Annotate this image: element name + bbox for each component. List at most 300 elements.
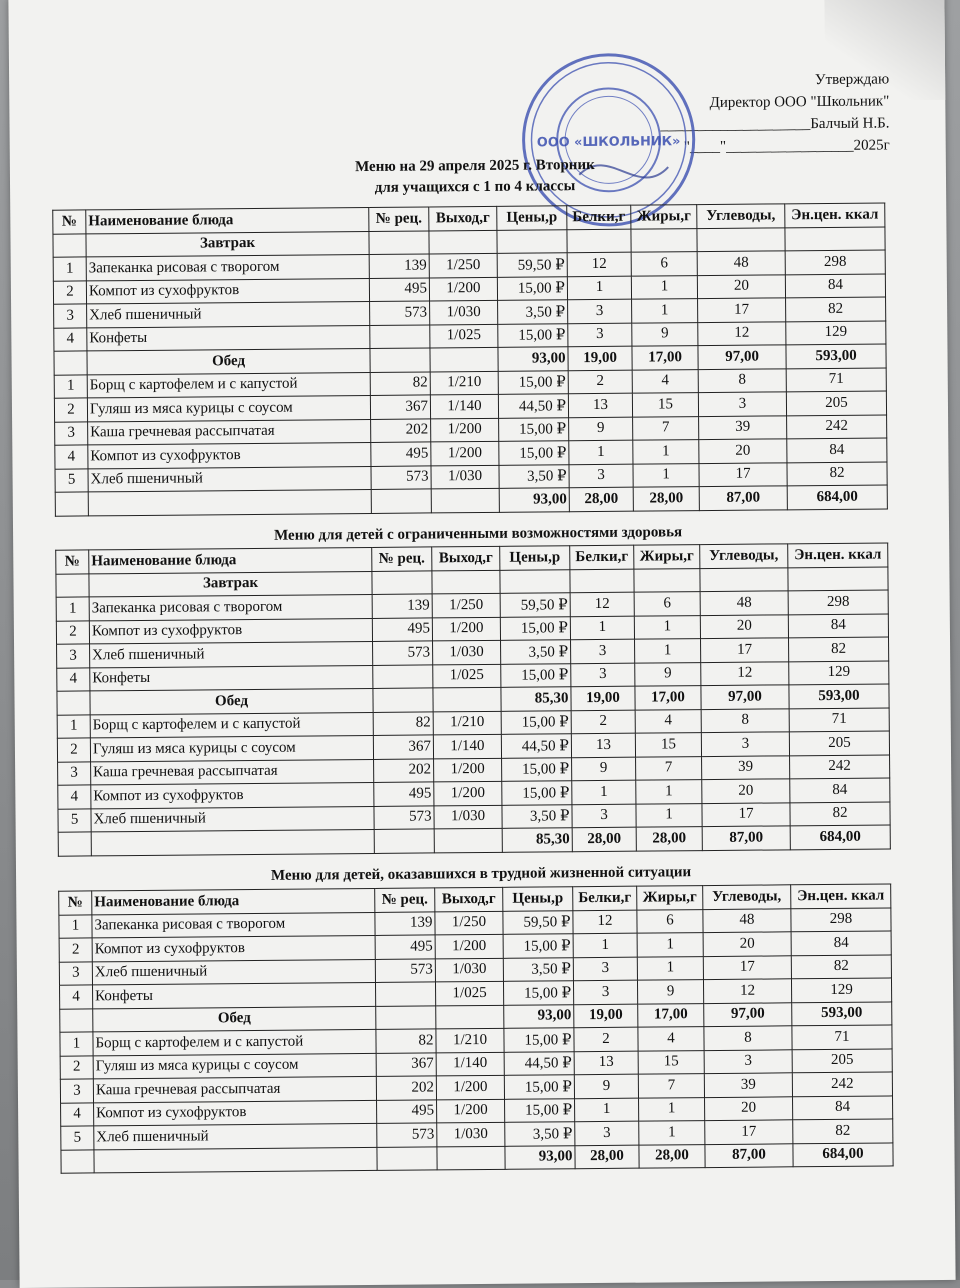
energy-kcal: 84 xyxy=(787,438,887,462)
dish-name: Конфеты xyxy=(90,665,373,691)
empty-cell xyxy=(376,1005,436,1029)
carbs: 48 xyxy=(700,591,788,615)
recipe-number: 495 xyxy=(369,277,429,301)
row-number: 4 xyxy=(60,985,93,1009)
carbs: 20 xyxy=(699,439,787,463)
energy-kcal: 205 xyxy=(789,731,889,755)
protein: 13 xyxy=(574,1051,638,1075)
dish-name: Гуляш из мяса курицы с соусом xyxy=(93,1053,376,1079)
column-header: Наименование блюда xyxy=(92,888,375,914)
column-header: № рец. xyxy=(369,207,429,231)
protein: 2 xyxy=(568,370,632,394)
row-number: 1 xyxy=(56,597,89,621)
price: 15,00 ₽ xyxy=(499,441,569,465)
dish-name: Хлеб пшеничный xyxy=(87,301,370,327)
energy-kcal: 129 xyxy=(786,320,886,344)
recipe-number: 139 xyxy=(372,594,432,618)
recipe-number: 573 xyxy=(373,641,433,665)
dish-name: Компот из сухофруктов xyxy=(91,782,374,808)
approval-signer: Балчый Н.Б. xyxy=(810,115,890,133)
fat: 7 xyxy=(633,416,699,440)
title-line-1: Меню на 29 апреля 2025 г. Вторник xyxy=(354,156,595,176)
carbs: 48 xyxy=(697,251,785,275)
price: 44,50 ₽ xyxy=(501,734,571,758)
carbs: 8 xyxy=(698,368,786,392)
fat: 1 xyxy=(636,780,702,804)
price: 59,50 ₽ xyxy=(500,593,570,617)
row-number: 2 xyxy=(56,620,89,644)
energy-kcal: 298 xyxy=(791,907,891,931)
energy-kcal: 129 xyxy=(791,978,891,1002)
column-header: Жиры,г xyxy=(634,545,700,569)
price: 15,00 ₽ xyxy=(497,276,567,300)
carbs: 12 xyxy=(703,979,791,1003)
portion-yield: 1/210 xyxy=(433,711,501,735)
carbs: 3 xyxy=(698,392,786,416)
energy-kcal: 242 xyxy=(792,1072,892,1096)
fat: 4 xyxy=(635,709,701,733)
portion-yield: 1/030 xyxy=(435,958,503,982)
column-header: Выход,г xyxy=(429,206,497,230)
column-header: Выход,г xyxy=(432,546,500,570)
recipe-number xyxy=(373,664,433,688)
lunch-section-label: Обед xyxy=(93,1006,376,1032)
price: 15,00 ₽ xyxy=(498,323,568,347)
approval-line-3: ____________________Балчый Н.Б. xyxy=(660,115,890,134)
column-header: № рец. xyxy=(372,547,432,571)
protein: 3 xyxy=(568,299,632,323)
dish-name: Каша гречневая рассыпчатая xyxy=(88,419,371,445)
dish-name: Хлеб пшеничный xyxy=(94,1123,377,1149)
dish-name: Хлеб пшеничный xyxy=(91,806,374,832)
carbs: 12 xyxy=(698,321,786,345)
energy-kcal: 82 xyxy=(790,801,890,825)
recipe-number: 367 xyxy=(370,395,430,419)
carbs: 3 xyxy=(704,1049,792,1073)
portion-yield: 1/200 xyxy=(434,758,502,782)
empty-cell xyxy=(370,348,430,372)
portion-yield: 1/200 xyxy=(434,781,502,805)
empty-cell xyxy=(56,573,89,597)
menu-table-3 xyxy=(58,883,893,1173)
empty-cell xyxy=(58,832,91,856)
carbs: 48 xyxy=(703,908,791,932)
portion-yield: 1/210 xyxy=(436,1028,504,1052)
carbs: 20 xyxy=(702,779,790,803)
column-header: Наименование блюда xyxy=(89,547,372,573)
price: 15,00 ₽ xyxy=(501,663,571,687)
protein: 3 xyxy=(572,804,636,828)
carbs: 20 xyxy=(705,1096,793,1120)
price: 3,50 ₽ xyxy=(499,464,569,488)
empty-cell xyxy=(369,230,429,254)
portion-yield: 1/140 xyxy=(433,734,501,758)
carbs: 20 xyxy=(700,614,788,638)
portion-yield: 1/200 xyxy=(431,418,499,442)
recipe-number xyxy=(375,982,435,1006)
portion-yield: 1/200 xyxy=(436,1075,504,1099)
portion-yield: 1/140 xyxy=(436,1052,504,1076)
lunch-total-price: 85,30 xyxy=(502,828,572,852)
fat: 1 xyxy=(637,933,703,957)
price: 15,00 ₽ xyxy=(503,934,573,958)
portion-yield: 1/030 xyxy=(434,805,502,829)
energy-kcal: 205 xyxy=(786,391,886,415)
price: 15,00 ₽ xyxy=(504,1028,574,1052)
row-number: 3 xyxy=(55,421,88,445)
recipe-number: 573 xyxy=(371,465,431,489)
carbs: 39 xyxy=(704,1073,792,1097)
breakfast-total-price: 93,00 xyxy=(504,1004,574,1028)
protein: 1 xyxy=(567,276,631,300)
energy-kcal: 242 xyxy=(790,754,890,778)
lunch-total-carbs: 87,00 xyxy=(702,826,790,850)
breakfast-total-fat: 17,00 xyxy=(635,686,701,710)
protein: 3 xyxy=(575,1121,639,1145)
portion-yield: 1/200 xyxy=(437,1099,505,1123)
dish-name: Компот из сухофруктов xyxy=(92,935,375,961)
energy-kcal: 82 xyxy=(789,637,889,661)
protein: 1 xyxy=(570,616,634,640)
protein: 3 xyxy=(571,639,635,663)
column-header: Эн.цен. ккал xyxy=(788,543,888,567)
portion-yield: 1/030 xyxy=(431,465,499,489)
price: 15,00 ₽ xyxy=(505,1098,575,1122)
recipe-number: 495 xyxy=(375,935,435,959)
fat: 1 xyxy=(633,440,699,464)
energy-kcal: 129 xyxy=(789,660,889,684)
portion-yield: 1/030 xyxy=(437,1122,505,1146)
price: 15,00 ₽ xyxy=(503,981,573,1005)
column-header: № xyxy=(56,550,89,574)
dish-name: Конфеты xyxy=(87,325,370,351)
price: 15,00 ₽ xyxy=(504,1075,574,1099)
breakfast-total-kcal: 593,00 xyxy=(786,344,886,368)
row-number: 1 xyxy=(57,714,90,738)
portion-yield: 1/210 xyxy=(430,371,498,395)
fat: 6 xyxy=(634,592,700,616)
recipe-number: 495 xyxy=(372,617,432,641)
recipe-number: 495 xyxy=(374,782,434,806)
empty-cell xyxy=(372,570,432,594)
recipe-number: 573 xyxy=(374,805,434,829)
breakfast-total-kcal: 593,00 xyxy=(792,1001,892,1025)
empty-cell xyxy=(785,226,885,250)
fat: 1 xyxy=(639,1121,705,1145)
carbs: 8 xyxy=(701,708,789,732)
row-number: 2 xyxy=(60,1055,93,1079)
dish-name: Компот из сухофруктов xyxy=(86,278,369,304)
breakfast-total-protein: 19,00 xyxy=(571,686,635,710)
carbs: 17 xyxy=(701,638,789,662)
protein: 9 xyxy=(572,757,636,781)
column-header: Выход,г xyxy=(435,887,503,911)
column-header: Белки,г xyxy=(570,545,634,569)
dish-name: Каша гречневая рассыпчатая xyxy=(93,1076,376,1102)
protein: 2 xyxy=(574,1027,638,1051)
column-header: Жиры,г xyxy=(631,205,697,229)
recipe-number: 495 xyxy=(377,1099,437,1123)
breakfast-total-protein: 19,00 xyxy=(574,1004,638,1028)
company-stamp xyxy=(519,50,699,230)
portion-yield: 1/200 xyxy=(431,441,499,465)
protein: 12 xyxy=(573,910,637,934)
price: 3,50 ₽ xyxy=(498,300,568,324)
row-number: 1 xyxy=(54,374,87,398)
fat: 9 xyxy=(632,322,698,346)
price: 44,50 ₽ xyxy=(504,1051,574,1075)
column-header: Углеводы, xyxy=(703,885,791,909)
dish-name: Гуляш из мяса курицы с соусом xyxy=(87,395,370,421)
menu-subtitle-2: Меню для детей с ограниченными возможностями здоровья xyxy=(273,524,683,544)
row-number: 1 xyxy=(60,1032,93,1056)
stamp-text: ООО «ШКОЛЬНИК» xyxy=(536,134,681,151)
column-header: Цены,р xyxy=(503,887,573,911)
breakfast-total-price: 85,30 xyxy=(501,687,571,711)
fat: 15 xyxy=(635,733,701,757)
approval-line-2: Директор ООО "Школьник" xyxy=(709,93,890,111)
carbs: 17 xyxy=(698,298,786,322)
lunch-section-label: Обед xyxy=(87,348,370,374)
menu-subtitle-3: Меню для детей, оказавшихся в трудной жизненной ситуации xyxy=(270,864,692,884)
row-number: 5 xyxy=(58,808,91,832)
recipe-number: 139 xyxy=(369,254,429,278)
portion-yield: 1/250 xyxy=(432,593,500,617)
dish-name: Гуляш из мяса курицы с соусом xyxy=(90,735,373,761)
recipe-number: 495 xyxy=(371,442,431,466)
energy-kcal: 84 xyxy=(791,931,891,955)
price: 15,00 ₽ xyxy=(498,370,568,394)
protein: 9 xyxy=(569,417,633,441)
protein: 1 xyxy=(573,933,637,957)
empty-cell xyxy=(374,829,434,853)
lunch-total-protein: 28,00 xyxy=(575,1145,639,1169)
protein: 13 xyxy=(571,733,635,757)
empty-cell xyxy=(53,233,86,257)
empty-cell xyxy=(373,688,433,712)
recipe-number: 82 xyxy=(376,1029,436,1053)
carbs: 20 xyxy=(697,274,785,298)
recipe-number: 367 xyxy=(373,735,433,759)
recipe-number: 573 xyxy=(370,301,430,325)
energy-kcal: 298 xyxy=(788,590,888,614)
title-line-2: для учащихся с 1 по 4 классы xyxy=(374,178,576,196)
protein: 1 xyxy=(569,440,633,464)
row-number: 3 xyxy=(54,304,87,328)
approval-line-1: Утверждаю xyxy=(814,71,890,89)
carbs: 3 xyxy=(701,732,789,756)
breakfast-total-carbs: 97,00 xyxy=(701,685,789,709)
breakfast-section-label: Завтрак xyxy=(86,231,369,257)
dish-name: Компот из сухофруктов xyxy=(88,442,371,468)
row-number: 1 xyxy=(59,914,92,938)
price: 15,00 ₽ xyxy=(501,710,571,734)
approval-year: 2025г xyxy=(853,137,890,154)
portion-yield: 1/200 xyxy=(435,934,503,958)
fat: 15 xyxy=(632,393,698,417)
row-number: 4 xyxy=(55,445,88,469)
fat: 6 xyxy=(637,909,703,933)
carbs: 12 xyxy=(701,661,789,685)
price: 59,50 ₽ xyxy=(497,253,567,277)
empty-cell xyxy=(55,492,88,516)
empty-cell xyxy=(432,570,500,594)
lunch-total-kcal: 684,00 xyxy=(790,825,890,849)
row-number: 4 xyxy=(57,667,90,691)
fat: 15 xyxy=(638,1050,704,1074)
empty-cell xyxy=(377,1146,437,1170)
column-header: № xyxy=(53,210,86,234)
dish-name: Запеканка рисовая с творогом xyxy=(92,912,375,938)
fat: 9 xyxy=(635,662,701,686)
empty-cell xyxy=(431,488,499,512)
empty-cell xyxy=(434,828,502,852)
portion-yield: 1/025 xyxy=(433,664,501,688)
price: 3,50 ₽ xyxy=(501,640,571,664)
fat: 1 xyxy=(639,1097,705,1121)
protein: 1 xyxy=(575,1098,639,1122)
breakfast-total-carbs: 97,00 xyxy=(698,345,786,369)
breakfast-total-fat: 17,00 xyxy=(632,346,698,370)
empty-cell xyxy=(430,347,498,371)
empty-cell xyxy=(371,489,431,513)
row-number: 3 xyxy=(59,961,92,985)
price: 15,00 ₽ xyxy=(502,757,572,781)
energy-kcal: 84 xyxy=(790,778,890,802)
menu-table-1 xyxy=(52,202,888,516)
protein: 3 xyxy=(568,323,632,347)
carbs: 17 xyxy=(705,1120,793,1144)
recipe-number: 573 xyxy=(377,1123,437,1147)
row-number: 2 xyxy=(53,280,86,304)
row-number: 3 xyxy=(58,761,91,785)
protein: 3 xyxy=(573,957,637,981)
breakfast-total-fat: 17,00 xyxy=(638,1003,704,1027)
lunch-total-carbs: 87,00 xyxy=(705,1143,793,1167)
empty-cell xyxy=(433,687,501,711)
empty-cell xyxy=(500,569,570,593)
recipe-number: 367 xyxy=(376,1052,436,1076)
portion-yield: 1/025 xyxy=(435,981,503,1005)
price: 59,50 ₽ xyxy=(503,910,573,934)
dish-name: Хлеб пшеничный xyxy=(92,959,375,985)
price: 15,00 ₽ xyxy=(499,417,569,441)
column-header: № xyxy=(59,891,92,915)
fat: 1 xyxy=(636,803,702,827)
empty-cell xyxy=(60,1008,93,1032)
price: 44,50 ₽ xyxy=(498,394,568,418)
energy-kcal: 84 xyxy=(785,273,885,297)
empty-cell xyxy=(700,567,788,591)
empty-cell xyxy=(697,227,785,251)
row-number: 2 xyxy=(59,938,92,962)
energy-kcal: 71 xyxy=(792,1025,892,1049)
row-number: 4 xyxy=(58,785,91,809)
energy-kcal: 82 xyxy=(793,1119,893,1143)
energy-kcal: 205 xyxy=(792,1048,892,1072)
empty-cell xyxy=(61,1149,94,1173)
energy-kcal: 82 xyxy=(791,954,891,978)
row-number: 1 xyxy=(53,257,86,281)
empty-cell xyxy=(54,351,87,375)
portion-yield: 1/030 xyxy=(433,640,501,664)
breakfast-section-label: Завтрак xyxy=(89,571,372,597)
recipe-number: 82 xyxy=(370,371,430,395)
fat: 1 xyxy=(637,956,703,980)
breakfast-total-protein: 19,00 xyxy=(568,346,632,370)
protein: 1 xyxy=(572,780,636,804)
energy-kcal: 242 xyxy=(787,414,887,438)
protein: 3 xyxy=(571,663,635,687)
empty-cell xyxy=(88,489,371,515)
column-header: Жиры,г xyxy=(637,886,703,910)
portion-yield: 1/140 xyxy=(430,394,498,418)
column-header: № рец. xyxy=(375,888,435,912)
dish-name: Борщ с картофелем и с капустой xyxy=(93,1029,376,1055)
empty-cell xyxy=(570,569,634,593)
column-header: Углеводы, xyxy=(700,544,788,568)
menu-document xyxy=(8,0,955,1288)
protein: 3 xyxy=(573,980,637,1004)
carbs: 17 xyxy=(703,955,791,979)
empty-cell xyxy=(631,228,697,252)
dish-name: Конфеты xyxy=(93,982,376,1008)
carbs: 39 xyxy=(699,415,787,439)
fat: 4 xyxy=(632,369,698,393)
price: 3,50 ₽ xyxy=(503,957,573,981)
dish-name: Каша гречневая рассыпчатая xyxy=(91,759,374,785)
empty-cell xyxy=(94,1147,377,1173)
column-header: Наименование блюда xyxy=(86,207,369,233)
empty-cell xyxy=(788,566,888,590)
empty-cell xyxy=(634,568,700,592)
recipe-number: 202 xyxy=(376,1076,436,1100)
protein: 3 xyxy=(569,464,633,488)
lunch-total-fat: 28,00 xyxy=(636,827,702,851)
fat: 1 xyxy=(633,463,699,487)
price: 15,00 ₽ xyxy=(500,616,570,640)
portion-yield: 1/250 xyxy=(429,253,497,277)
recipe-number: 82 xyxy=(373,711,433,735)
fat: 1 xyxy=(634,615,700,639)
energy-kcal: 84 xyxy=(788,613,888,637)
row-number: 4 xyxy=(61,1102,94,1126)
row-number: 5 xyxy=(61,1126,94,1150)
breakfast-total-carbs: 97,00 xyxy=(704,1002,792,1026)
portion-yield: 1/025 xyxy=(430,324,498,348)
price: 3,50 ₽ xyxy=(505,1122,575,1146)
carbs: 17 xyxy=(699,462,787,486)
fat: 6 xyxy=(631,252,697,276)
column-header: Белки,г xyxy=(573,886,637,910)
empty-cell xyxy=(436,1005,504,1029)
lunch-total-carbs: 87,00 xyxy=(699,486,787,510)
document-title xyxy=(50,152,900,201)
breakfast-total-kcal: 593,00 xyxy=(789,684,889,708)
energy-kcal: 71 xyxy=(786,367,886,391)
carbs: 8 xyxy=(704,1026,792,1050)
dish-name: Борщ с картофелем и с капустой xyxy=(87,372,370,398)
price: 15,00 ₽ xyxy=(502,781,572,805)
protein: 12 xyxy=(567,252,631,276)
portion-yield: 1/200 xyxy=(429,277,497,301)
protein: 12 xyxy=(570,592,634,616)
column-header: Эн.цен. ккал xyxy=(791,884,891,908)
carbs: 17 xyxy=(702,802,790,826)
breakfast-total-price: 93,00 xyxy=(498,347,568,371)
empty-cell xyxy=(57,691,90,715)
protein: 9 xyxy=(574,1074,638,1098)
